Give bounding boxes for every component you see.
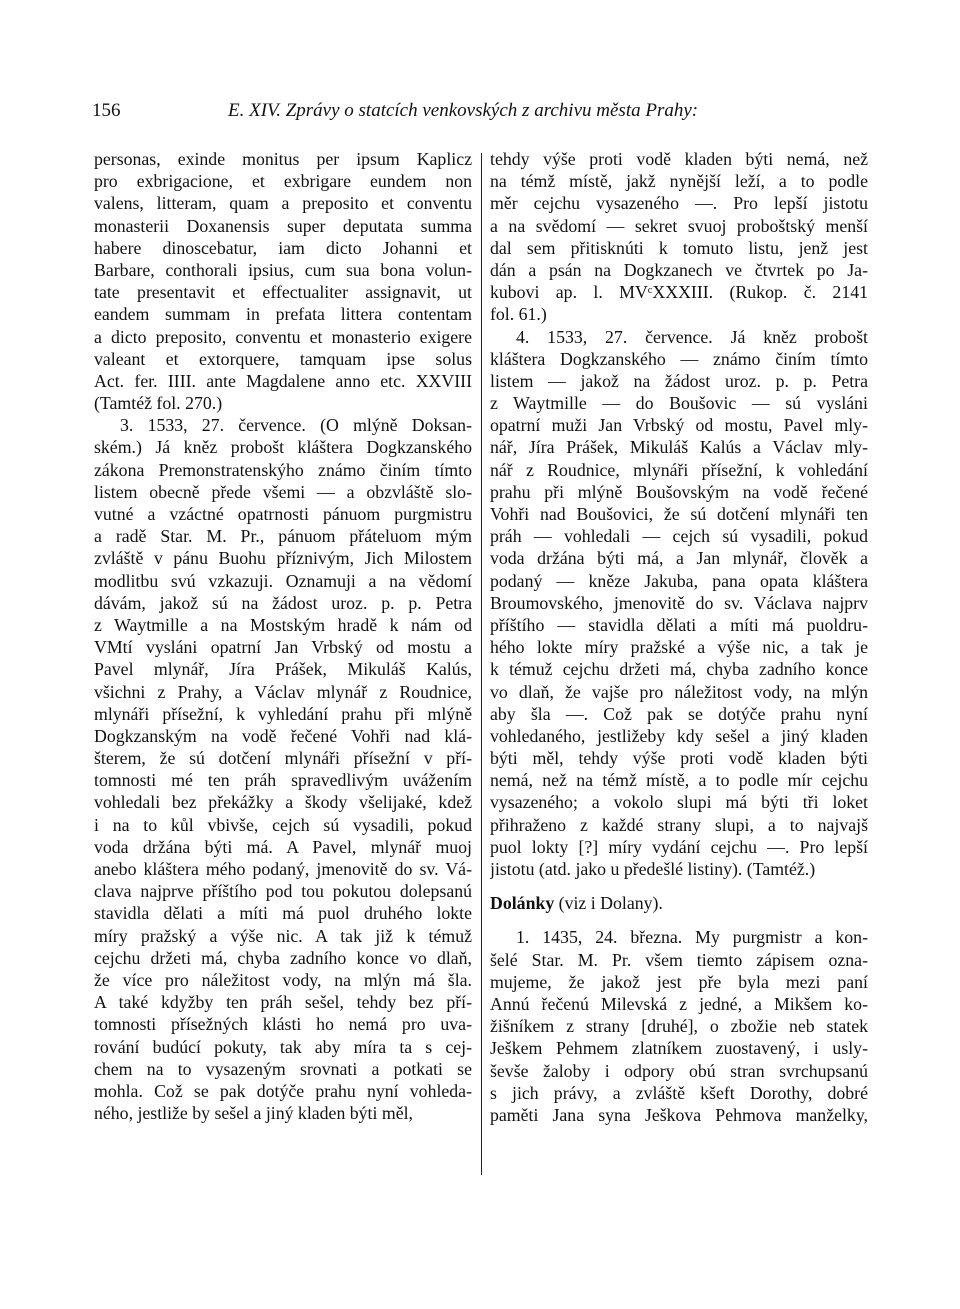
text-line: chem na to vysazeným srovnati a potkati se bbox=[94, 1058, 472, 1079]
text-line: voda držána býti má. A Pavel, mlynář muoj bbox=[94, 836, 472, 857]
text-line: prahu při mlýně Boušovským na vodě řečené bbox=[490, 481, 868, 502]
section-heading bbox=[490, 892, 868, 914]
column-divider bbox=[481, 153, 482, 1175]
text-line: a na svědomí — sekret svuoj proboštský menší bbox=[490, 215, 868, 236]
text-line: 1. 1435, 24. března. My purgmistr a kon- bbox=[516, 927, 868, 948]
text-line: fol. 61.) bbox=[490, 304, 547, 325]
text-line: k témuž cejchu držeti má, chyba zadního konce bbox=[490, 659, 868, 680]
text-line: vutné a vzáctné opatrnosti pánuom purgmistru bbox=[94, 504, 472, 524]
text-line: mohla. Což se pak dotýče prahu nyní vohleda- bbox=[94, 1080, 472, 1101]
text-line: nář, Jíra Prášek, Mikuláš Kalús a Václav mly- bbox=[490, 437, 868, 458]
text-line: zvláště v pánu Buohu příznivým, Jich Milostem bbox=[94, 548, 472, 569]
text-line: Act. fer. IIII. ante Magdalene anno etc. XXVIII bbox=[94, 370, 472, 391]
right-column-part-b bbox=[490, 926, 868, 1126]
text-line: habere dinoscebatur, iam dicto Johanni et bbox=[94, 237, 472, 258]
text-line: přihraženo z každé strany slupi, a to najvajš bbox=[490, 814, 868, 835]
text-line: personas, exinde monitus per ipsum Kaplicz bbox=[94, 149, 472, 169]
text-line: ském.) Já kněz probošt kláštera Dogkzanského bbox=[94, 437, 472, 458]
section-heading-note: (viz i Dolany). bbox=[554, 893, 663, 914]
text-line: ného, jestliže by sešel a jiný kladen býti měl, bbox=[94, 1103, 413, 1124]
text-line: paměti Jana syna Ješkova Pehmova manželky, bbox=[490, 1104, 868, 1125]
text-line: jistotu (atd. jako u předešlé listiny). (Tamtéž.) bbox=[490, 859, 816, 879]
text-line: stavidla dělati a míti má puol druhého lokte bbox=[94, 903, 472, 924]
text-line: pro exbrigacione, et exbrigare eundem non bbox=[94, 171, 472, 192]
text-line: ševše žaloby i odpory obú stran svrchupsanú bbox=[490, 1060, 868, 1081]
page-number: 156 bbox=[92, 100, 121, 121]
text-line: A také kdyžby ten práh sešel, tehdy bez pří- bbox=[94, 992, 472, 1013]
text-line: Annú řečenú Milevská z jedné, a Mikšem ko- bbox=[490, 993, 868, 1014]
text-line: všichni z Prahy, a Václav mlynář z Roudnice, bbox=[94, 681, 472, 702]
text-line: i na to kůl vbivše, cejch sú vysadili, pokud bbox=[94, 814, 472, 835]
text-line: anebo kláštera mého podaný, jmenovitě do sv. Vá- bbox=[94, 859, 472, 879]
text-line: a dicto preposito, conventu et monasterio exigere bbox=[94, 326, 472, 347]
text-line: opatrní muži Jan Vrbský od mostu, Pavel mly- bbox=[490, 415, 868, 436]
text-line: cejchu držeti má, chyba zadního konce vo dlaň, bbox=[94, 947, 472, 968]
section-heading-name: Dolánky bbox=[490, 893, 555, 914]
text-line: s jich právy, a zvláště kšeft Dorothy, dobré bbox=[490, 1082, 868, 1103]
text-line: Broumovského, jmenovitě do sv. Václava najprv bbox=[490, 592, 868, 613]
text-line: dán a psán na Dogkzanech ve čtvrtek po Ja- bbox=[490, 259, 868, 280]
text-line: vysazeného; a vokolo slupi má býti tři loket bbox=[490, 792, 868, 813]
text-line: valeant et extorquere, tamquam ipse solus bbox=[94, 348, 472, 369]
text-line: šelé Star. M. Pr. všem tiemto zápisem ozna- bbox=[490, 949, 868, 970]
text-line: nemá, než na témž místě, a to podle mír cejchu bbox=[490, 770, 868, 791]
text-line: vohledaného, jestližeby kdy sešel a jiný kladen bbox=[490, 725, 868, 746]
text-line: že více pro náležitost vody, na mlýn má šla. bbox=[94, 969, 472, 990]
text-line: mlynáři přísežní, k vyhledání prahu při mlýně bbox=[94, 703, 472, 724]
text-line: zákona Premonstratenskýho známo činím tímto bbox=[94, 459, 472, 480]
text-line: dávám, jakož sú na žádost uroz. p. p. Petra bbox=[94, 592, 472, 613]
text-line: valens, litteram, quam a preposito et conventu bbox=[94, 193, 472, 214]
text-line: kláštera Dogkzanského — známo činím tímto bbox=[490, 348, 868, 369]
text-line: hého lokte míry pražské a výše nic, a tak je bbox=[490, 637, 868, 658]
text-line: kubovi ap. l. MVᶜXXXIII. (Rukop. č. 2141 bbox=[490, 282, 868, 303]
text-line: vohledali bez překážky a škody všelijaké, kdež bbox=[94, 792, 472, 813]
text-line: VMtí vysláni opatrní Jan Vrbský od mostu a bbox=[94, 637, 472, 658]
text-line: (Tamtéž fol. 270.) bbox=[94, 393, 223, 414]
text-line: Vohři nad Boušovici, že sú dotčení mlynáři ten bbox=[490, 504, 868, 524]
text-line: voda držána býti má, a Jan mlynář, člověk a bbox=[490, 548, 868, 569]
text-line: tomnosti přísežných klásti ho nemá pro uva- bbox=[94, 1014, 472, 1035]
text-line: puol lokty [?] míry vydání cejchu —. Pro lepší bbox=[490, 836, 868, 857]
text-line: tomnosti mé ten práh spravedlivým uvážením bbox=[94, 770, 472, 791]
text-line: clava najprve příštího pod tou pokutou dolepsanú bbox=[94, 881, 472, 902]
text-line: příštího — stavidla dělati a míti má puoldru- bbox=[490, 614, 868, 635]
text-line: mujeme, že jakož jest pře byla mezi paní bbox=[490, 971, 868, 992]
text-line: 4. 1533, 27. července. Já kněz probošt bbox=[516, 326, 868, 347]
text-line: 3. 1533, 27. července. (O mlýně Doksan- bbox=[120, 415, 472, 436]
text-line: vo dlaň, že vajše pro náležitost vody, na mlýn bbox=[490, 681, 868, 702]
text-line: eandem summam in prefata littera contentam bbox=[94, 304, 472, 325]
text-line: šterem, že sú dotčení mlynáři přísežní v pří- bbox=[94, 748, 472, 769]
page-header bbox=[92, 100, 868, 130]
text-line: práh — vohledali — cejch sú vysadili, pokud bbox=[490, 526, 868, 547]
left-column bbox=[94, 148, 472, 1124]
text-line: žišníkem z strany [druhé], o zbožie neb statek bbox=[490, 1016, 868, 1037]
text-line: míry pražský a výše nic. A tak již k témuž bbox=[94, 925, 472, 946]
text-line: nář z Roudnice, mlynáři přísežní, k vohledání bbox=[490, 459, 868, 480]
text-line: Dogkzanským na vodě řečené Vohři nad klá- bbox=[94, 725, 472, 746]
right-column bbox=[490, 148, 868, 1126]
text-line: rování budúcí pokuty, tak aby míra ta s cej- bbox=[94, 1036, 472, 1057]
text-line: Barbare, conthorali ipsius, cum sua bona volun- bbox=[94, 259, 472, 280]
text-line: listem obecně přede všemi — a obzvláště slo- bbox=[94, 481, 472, 502]
text-line: Pavel mlynář, Jíra Prášek, Mikuláš Kalús, bbox=[94, 659, 472, 680]
text-line: Ješkem Pehmem zlatníkem zuostavený, i usly- bbox=[490, 1038, 868, 1059]
running-title: E. XIV. Zprávy o statcích venkovských z archivu města Prahy: bbox=[228, 100, 699, 121]
text-line: na témž místě, jakž nynější leží, a to podle bbox=[490, 171, 868, 192]
text-line: tate presentavit et effectualiter assignavit, ut bbox=[94, 282, 472, 303]
text-line: z Waytmille — do Boušovic — sú vysláni bbox=[490, 393, 868, 414]
right-column-part-a bbox=[490, 148, 868, 880]
text-line: modlitbu svú vzkazuji. Oznamuji a na vědomí bbox=[94, 570, 472, 591]
text-line: aby šla —. Což pak se dotýče prahu nyní bbox=[490, 703, 868, 724]
text-line: tehdy výše proti vodě kladen býti nemá, než bbox=[490, 149, 868, 169]
text-line: dal sem přitisknúti k tomuto listu, jenž jest bbox=[490, 237, 868, 258]
text-line: listem — jakož na žádost uroz. p. p. Petra bbox=[490, 370, 868, 391]
text-line: z Waytmille a na Mostským hradě k nám od bbox=[94, 614, 472, 635]
text-line: monasterii Doxanensis super deputata summa bbox=[94, 215, 472, 236]
text-line: býti měl, tehdy výše proti vodě kladen býti bbox=[490, 748, 868, 769]
text-line: a radě Star. M. Pr., pánuom přáteluom mým bbox=[94, 526, 472, 547]
text-line: podaný — kněze Jakuba, pana opata kláštera bbox=[490, 570, 868, 591]
text-line: měr cejchu vysazeného —. Pro lepší jistotu bbox=[490, 193, 868, 214]
